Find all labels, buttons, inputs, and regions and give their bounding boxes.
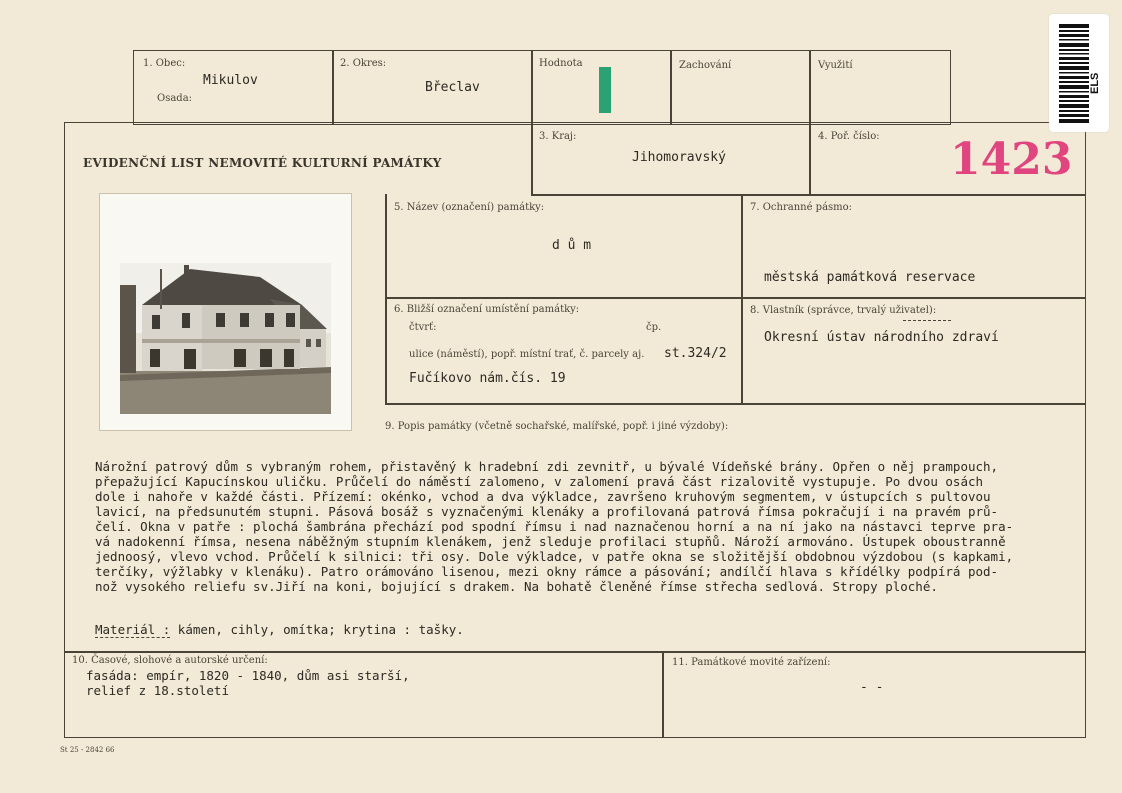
- popis-line: Nárožní patrový dům s vybraným rohem, přistavěný k hradební zdi zevnitř, u bývalé Vídeňské brány. Opřen o něj prampouch,: [95, 459, 999, 474]
- vyuziti-label: Využití: [818, 60, 853, 71]
- obec-label: 1. Obec:: [143, 58, 186, 69]
- bottom-row-top: [64, 651, 1086, 653]
- barcode-sticker: [1049, 14, 1109, 132]
- header-divider-1: [332, 50, 334, 125]
- obec-value: Mikulov: [203, 73, 258, 88]
- title-divider-2: [809, 122, 811, 195]
- cislo-value: 1423: [950, 134, 1073, 185]
- umisteni-label: 6. Bližší označení umístění památky:: [394, 304, 580, 315]
- zarizeni-label: 11. Památkové movité zařízení:: [672, 657, 831, 668]
- nazev-value: d ů m: [552, 238, 592, 253]
- ctvrt-label: čtvrť:: [409, 322, 437, 333]
- zarizeni-value: - -: [860, 680, 884, 695]
- parcela-value: st.324/2: [664, 346, 727, 361]
- cislo-label: 4. Poř. číslo:: [818, 131, 880, 142]
- popis-line: terčíky, výžlabky v klenáku). Patro orámováno lisenou, mezi okny rámce a pásování; andílčí hlava s křídélky podpírá pod-: [95, 564, 999, 579]
- header-divider-2: [531, 50, 533, 125]
- vlastnik-value: Okresní ústav národního zdraví: [764, 330, 999, 345]
- ulice-value: Fučíkovo nám.čís. 19: [409, 371, 566, 386]
- footer-code: St 25 - 2842 66: [60, 746, 115, 754]
- popis-line: čelí. Okna v patře : plochá šambrána přechází pod spodní římsu i nad naznačenou horní a na ní jako na nástavci teprve pra-: [95, 519, 1014, 534]
- mid-center-divider: [741, 194, 743, 404]
- header-divider-4: [809, 50, 811, 125]
- ulice-label: ulice (náměstí), popř. místní trať, č. parcely aj.: [409, 349, 645, 360]
- okres-label: 2. Okres:: [340, 58, 387, 69]
- barcode-icon: [1059, 24, 1089, 124]
- pasmo-value: městská památková reservace: [764, 270, 976, 285]
- kraj-label: 3. Kraj:: [539, 131, 577, 142]
- barcode-label: ELS: [1089, 72, 1101, 94]
- urceni-line-2: relief z 18.století: [86, 683, 229, 698]
- osada-label: Osada:: [157, 93, 193, 104]
- bottom-row-divider: [662, 651, 664, 738]
- urceni-label: 10. Časové, slohové a autorské určení:: [72, 655, 268, 666]
- vlastnik-label: 8. Vlastník (správce, trvalý uživatel):: [750, 305, 937, 316]
- popis-line: jednoosý, vlevo vchod. Průčelí k silnici: tři osy. Dole výkladce, v patře okna se složitější obdobnou výzdobou (s kapkami,: [95, 549, 1014, 564]
- popis-line: lavicí, na předsunutém stupni. Pásová bosáž s vyznačenými klenáky a profilovaná patrová římsa pokračují i na pravém prů-: [95, 504, 999, 519]
- urceni-line-1: fasáda: empír, 1820 - 1840, dům asi starší,: [86, 668, 410, 683]
- popis-label: 9. Popis památky (včetně sochařské, malířské, popř. i jiné výzdoby):: [385, 421, 729, 432]
- row-6-bottom: [385, 403, 1086, 405]
- vlastnik-underline: [903, 320, 951, 321]
- building-photo-image: [120, 263, 331, 414]
- zachovani-label: Zachování: [679, 60, 732, 71]
- popis-line: přepažující Kapucínskou uličku. Průčelí do náměstí zalomeno, v zalomení pravá část rizalovitě vystupuje. Po dvou osách: [95, 474, 984, 489]
- kraj-value: Jihomoravský: [632, 150, 726, 165]
- popis-line: dole i nahoře v každé části. Přízemí: okénko, vchod a dva výkladce, završeno kruhovým segmentem, v ústupcích s pultovou: [95, 489, 991, 504]
- material-value: kámen, cihly, omítka; krytina : tašky.: [170, 622, 464, 637]
- pasmo-label: 7. Ochranné pásmo:: [750, 202, 853, 213]
- okres-value: Břeclav: [425, 80, 480, 95]
- row-5-bottom: [385, 297, 1086, 299]
- hodnota-marker: [599, 67, 611, 113]
- mid-left-border: [385, 194, 387, 404]
- popis-line: vá nadokenní římsa, nesena náběžným stupním klenákem, jenž sleduje profilaci stupňů. Nároží armováno. Ústupek oboustranně: [95, 534, 1006, 549]
- popis-line: nož vysokého reliefu sv.Jiří na koni, bojující s drakem. Na bohatě členěné římse střecha sedlová. Stropy ploché.: [95, 579, 938, 594]
- cp-label: čp.: [646, 322, 662, 333]
- title-divider-1: [531, 122, 533, 195]
- nazev-label: 5. Název (označení) památky:: [394, 202, 545, 213]
- material-label: Materiál :: [95, 622, 171, 637]
- hodnota-label: Hodnota: [539, 58, 583, 69]
- material-row: [95, 622, 464, 637]
- form-title: EVIDENČNÍ LIST NEMOVITÉ KULTURNÍ PAMÁTKY: [83, 156, 442, 170]
- popis-text: [95, 459, 1013, 594]
- header-divider-3: [670, 50, 672, 125]
